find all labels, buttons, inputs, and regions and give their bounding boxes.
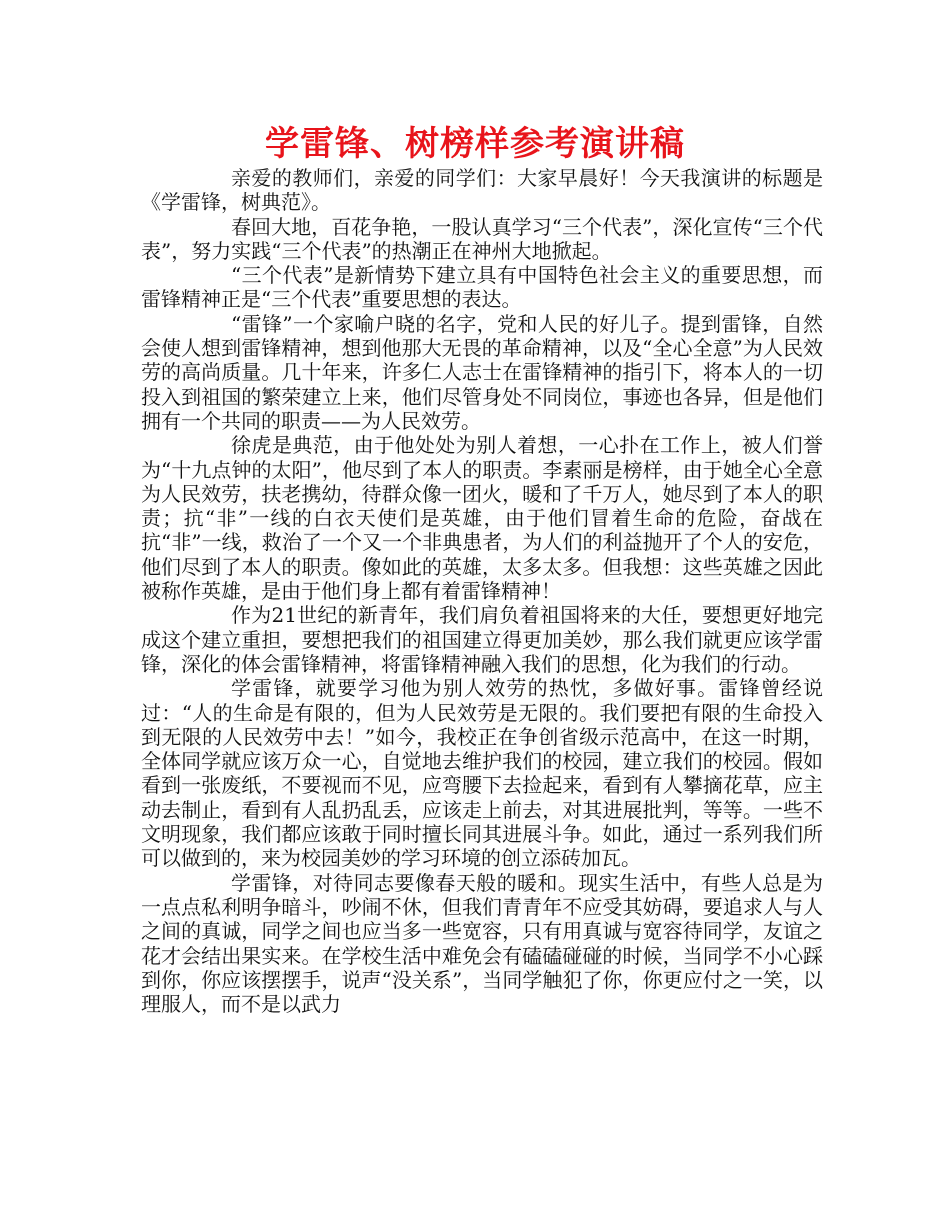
paragraph-three-represents: “三个代表”是新情势下建立具有中国特色社会主义的重要思想，而雷锋精神正是“三个代表”重要思想的表达。 [141, 263, 823, 312]
paragraph-greeting: 亲爱的教师们，亲爱的同学们：大家早晨好！今天我演讲的标题是《学雷锋，树典范》。 [141, 166, 823, 215]
paragraph-role-models: 徐虎是典范，由于他处处为别人着想，一心扑在工作上，被人们誉为“十九点钟的太阳”，他尽到了本人的职责。李素丽是榜样，由于她全心全意为人民效劳，扶老携幼，待群众像一团火，暖和了千万人，她尽到了本人的职责；抗“非”一线的白衣天使们是英雄，由于他们冒着生命的危险，奋战在抗“非”一线，救治了一个又一个非典患者，为人们的利益抛开了个人的安危，他们尽到了本人的职责。像如此的英雄，太多太多。但我想：这些英雄之因此被称作英雄，是由于他们身上都有着雷锋精神！ [141, 433, 823, 604]
paragraph-new-youth: 作为21世纪的新青年，我们肩负着祖国将来的大任，要想更好地完成这个建立重担，要想把我们的祖国建立得更加美妙，那么我们就更应该学雷锋，深化的体会雷锋精神，将雷锋精神融入我们的思想，化为我们的行动。 [141, 603, 823, 676]
paragraph-warmth: 学雷锋，对待同志要像春天般的暖和。现实生活中，有些人总是为一点点私利明争暗斗，吵闹不休，但我们青青年不应受其妨碍，要追求人与人之间的真诚，同学之间也应当多一些宽容，只有用真诚与宽容待同学，友谊之花才会结出果实来。在学校生活中难免会有磕磕碰碰的时候，当同学不小心踩到你，你应该摆摆手，说声“没关系”，当同学触犯了你，你更应付之一笑，以理服人，而不是以武力 [141, 870, 823, 1017]
paragraph-spring: 春回大地，百花争艳，一股认真学习“三个代表”，深化宣传“三个代表”，努力实践“三个代表”的热潮正在神州大地掀起。 [141, 214, 823, 263]
document-title: 学雷锋、树榜样参考演讲稿 [265, 124, 685, 164]
paragraph-lei-feng: “雷锋”一个家喻户晓的名字，党和人民的好儿子。提到雷锋，自然会使人想到雷锋精神，想到他那大无畏的革命精神，以及“全心全意”为人民效劳的高尚质量。几十年来，许多仁人志士在雷锋精神的指引下，将本人的一切投入到祖国的繁荣建立上来，他们尽管身处不同岗位，事迹也各异，但是他们拥有一个共同的职责——为人民效劳。 [141, 311, 823, 433]
document-body [141, 166, 823, 1016]
paragraph-serve-others: 学雷锋，就要学习他为别人效劳的热忱，多做好事。雷锋曾经说过：“人的生命是有限的，但为人民效劳是无限的。我们要把有限的生命投入到无限的人民效劳中去！”如今，我校正在争创省级示范高中，在这一时期，全体同学就应该万众一心，自觉地去维护我们的校园，建立我们的校园。假如看到一张废纸，不要视而不见，应弯腰下去捡起来，看到有人攀摘花草，应主动去制止，看到有人乱扔乱丢，应该走上前去，对其进展批判，等等。一些不文明现象，我们都应该敢于同时擅长同其进展斗争。如此，通过一系列我们所可以做到的，来为校园美妙的学习环境的创立添砖加瓦。 [141, 676, 823, 871]
